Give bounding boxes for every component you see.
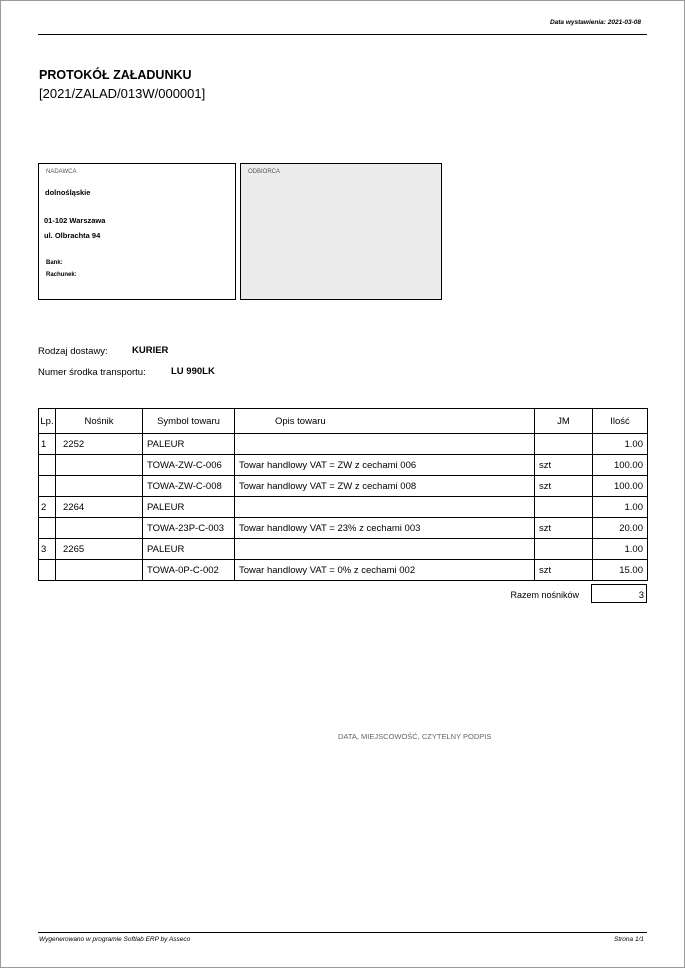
sender-name: dolnośląskie bbox=[45, 188, 91, 197]
cell-symbol: TOWA-0P-C-002 bbox=[143, 560, 235, 581]
cell-description bbox=[235, 539, 535, 560]
footer-generator: Wygenerowano w programie Softlab ERP by Asseco bbox=[39, 936, 191, 943]
cell-unit: szt bbox=[535, 518, 593, 539]
cell-symbol: PALEUR bbox=[143, 497, 235, 518]
cell-lp: 3 bbox=[39, 539, 56, 560]
col-qty: Ilość bbox=[593, 409, 648, 434]
col-unit: JM bbox=[535, 409, 593, 434]
cell-carrier: 2264 bbox=[56, 497, 143, 518]
cell-unit: szt bbox=[535, 455, 593, 476]
cell-unit bbox=[535, 539, 593, 560]
cell-carrier bbox=[56, 560, 143, 581]
delivery-type-label: Rodzaj dostawy: bbox=[38, 346, 108, 357]
sender-postal-city: 01-102 Warszawa bbox=[44, 216, 106, 225]
col-symbol: Symbol towaru bbox=[143, 409, 235, 434]
cell-lp: 1 bbox=[39, 434, 56, 455]
header-divider bbox=[38, 34, 647, 35]
cell-qty: 20.00 bbox=[593, 518, 648, 539]
cell-carrier bbox=[56, 476, 143, 497]
cell-symbol: PALEUR bbox=[143, 539, 235, 560]
table-row bbox=[39, 434, 648, 455]
cell-qty: 100.00 bbox=[593, 455, 648, 476]
sender-box bbox=[38, 163, 236, 300]
document-number: [2021/ZALAD/013W/000001] bbox=[39, 86, 206, 101]
cell-unit bbox=[535, 497, 593, 518]
carriers-total-value: 3 bbox=[591, 584, 647, 603]
cell-lp bbox=[39, 455, 56, 476]
cell-qty: 15.00 bbox=[593, 560, 648, 581]
cell-description: Towar handlowy VAT = ZW z cechami 006 bbox=[235, 455, 535, 476]
footer-page-number: Strona 1/1 bbox=[614, 936, 644, 943]
cell-symbol: TOWA-ZW-C-008 bbox=[143, 476, 235, 497]
cell-description: Towar handlowy VAT = 23% z cechami 003 bbox=[235, 518, 535, 539]
transport-number-value: LU 990LK bbox=[171, 366, 215, 377]
table-header-row bbox=[39, 409, 648, 434]
sender-bank-label: Bank: bbox=[46, 260, 63, 266]
col-carrier: Nośnik bbox=[56, 409, 143, 434]
cell-unit bbox=[535, 434, 593, 455]
table-row bbox=[39, 539, 648, 560]
document-title: PROTOKÓŁ ZAŁADUNKU bbox=[39, 68, 192, 82]
table-row bbox=[39, 518, 648, 539]
cell-qty: 100.00 bbox=[593, 476, 648, 497]
col-lp: Lp. bbox=[39, 409, 56, 434]
carriers-total-label: Razem nośników bbox=[510, 590, 579, 600]
cell-lp bbox=[39, 560, 56, 581]
cell-unit: szt bbox=[535, 560, 593, 581]
footer-divider bbox=[38, 932, 647, 933]
col-description: Opis towaru bbox=[235, 409, 535, 434]
issue-date: Data wystawienia: 2021-03-08 bbox=[549, 19, 641, 26]
transport-number-label: Numer środka transportu: bbox=[38, 367, 146, 378]
cell-description bbox=[235, 497, 535, 518]
cell-qty: 1.00 bbox=[593, 497, 648, 518]
cell-description: Towar handlowy VAT = 0% z cechami 002 bbox=[235, 560, 535, 581]
table-row bbox=[39, 560, 648, 581]
cell-lp: 2 bbox=[39, 497, 56, 518]
cell-lp bbox=[39, 518, 56, 539]
cell-description bbox=[235, 434, 535, 455]
sender-label: NADAWCA bbox=[46, 169, 77, 175]
table-row bbox=[39, 455, 648, 476]
cell-carrier bbox=[56, 518, 143, 539]
delivery-type-value: KURIER bbox=[132, 345, 169, 356]
cell-symbol: TOWA-ZW-C-006 bbox=[143, 455, 235, 476]
cell-description: Towar handlowy VAT = ZW z cechami 008 bbox=[235, 476, 535, 497]
table-row bbox=[39, 497, 648, 518]
table-row bbox=[39, 476, 648, 497]
cell-symbol: TOWA-23P-C-003 bbox=[143, 518, 235, 539]
cell-qty: 1.00 bbox=[593, 434, 648, 455]
cell-carrier bbox=[56, 455, 143, 476]
receiver-label: ODBIORCA bbox=[248, 169, 281, 175]
cell-lp bbox=[39, 476, 56, 497]
signature-label: DATA, MIEJSCOWOŚĆ, CZYTELNY PODPIS bbox=[338, 732, 492, 741]
sender-street: ul. Olbrachta 94 bbox=[44, 231, 101, 240]
cell-unit: szt bbox=[535, 476, 593, 497]
sender-account-label: Rachunek: bbox=[46, 272, 77, 278]
cell-carrier: 2265 bbox=[56, 539, 143, 560]
cell-symbol: PALEUR bbox=[143, 434, 235, 455]
cell-qty: 1.00 bbox=[593, 539, 648, 560]
cell-carrier: 2252 bbox=[56, 434, 143, 455]
items-table bbox=[38, 408, 648, 581]
receiver-box bbox=[240, 163, 442, 300]
